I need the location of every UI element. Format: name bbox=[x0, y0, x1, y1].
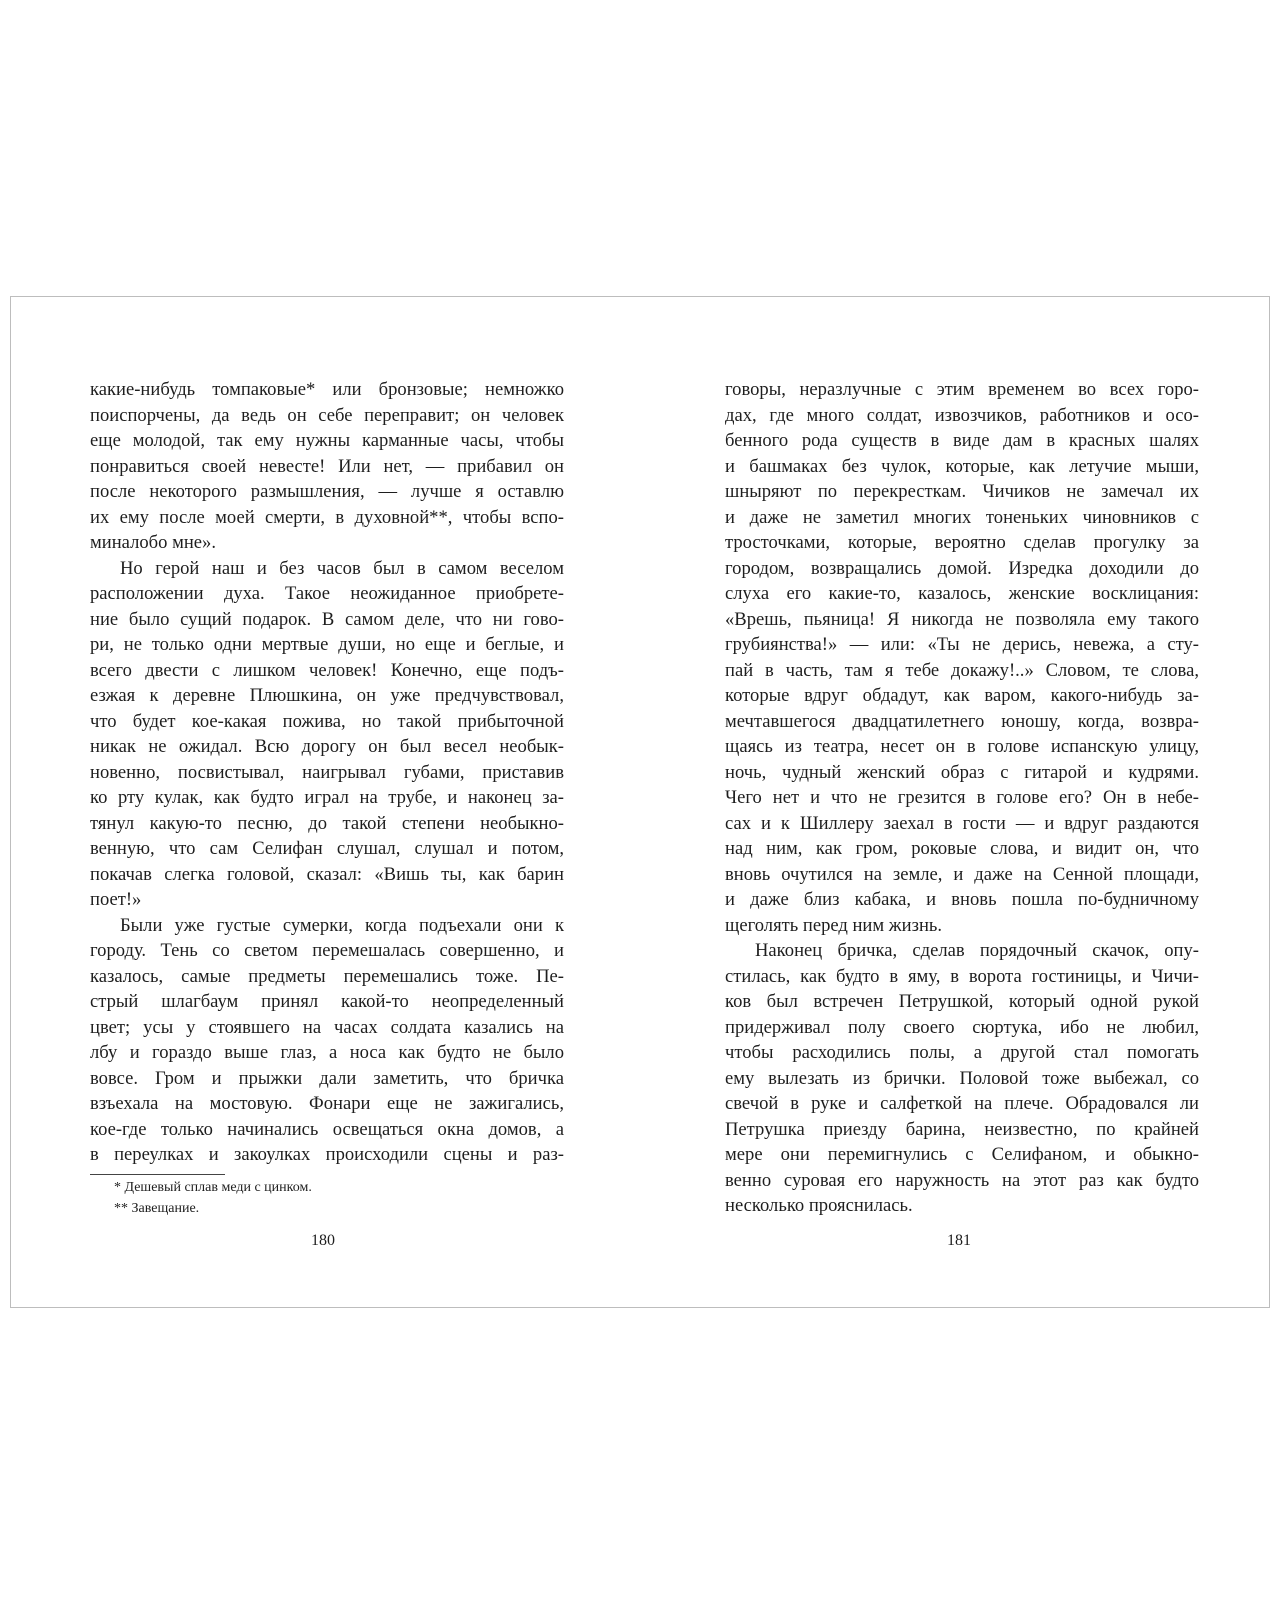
text-line: ри, не только одни мертвые души, но еще и беглые, и bbox=[90, 634, 564, 655]
text-line: городом, возвращались домой. Изредка доходили до bbox=[725, 557, 1199, 579]
text-line: кое-где только начинались освещаться окна домов, а bbox=[90, 1118, 564, 1140]
text-line: что будет кое-какая пожива, но такой прибыточной bbox=[90, 710, 564, 732]
text-line: и даже близ кабака, и вновь пошла по-будничному bbox=[725, 889, 1199, 910]
text-line: взъехала на мостовую. Фонари еще не зажигались, bbox=[90, 1093, 564, 1114]
text-line: и даже не заметил многих тоненьких чиновников с bbox=[725, 506, 1199, 528]
text-line: несколько прояснилась. bbox=[725, 1195, 913, 1216]
text-line: которые вдруг обдадут, как варом, какого-нибудь за- bbox=[725, 685, 1199, 706]
page-number-right: 181 bbox=[947, 1232, 971, 1249]
text-line: ночь, чудный женский образ с гитарой и кудрями. bbox=[725, 761, 1199, 783]
text-line: еще молодой, так ему нужны карманные часы, чтобы bbox=[90, 430, 564, 451]
text-line: венную, что сам Селифан слушал, слушал и потом, bbox=[90, 838, 564, 859]
text-line: Чего нет и что не грезится в голове его? Он в небе- bbox=[725, 787, 1199, 808]
text-line: пай в часть, там я тебе докажу!..» Словом, те слова, bbox=[725, 659, 1199, 681]
text-line: понравиться своей невесте! Или нет, — прибавил он bbox=[90, 455, 564, 477]
text-line: щеголять перед ним жизнь. bbox=[725, 914, 943, 936]
text-line: поет!» bbox=[90, 889, 142, 910]
text-line: городу. Тень со светом перемешалась совершенно, и bbox=[90, 940, 564, 961]
text-line: Петрушка приезду барина, неизвестно, по крайней bbox=[725, 1118, 1199, 1140]
text-line: дах, где много солдат, извозчиков, работников и осо- bbox=[725, 404, 1199, 426]
text-line: слуха его какие-то, казалось, женские восклицания: bbox=[725, 583, 1199, 604]
text-line: над ним, как гром, роковые слова, и видит он, что bbox=[725, 838, 1199, 859]
text-line: чтобы расходились полы, а другой стал помогать bbox=[725, 1042, 1199, 1063]
text-line: цвет; усы у стоявшего на часах солдата казались на bbox=[90, 1016, 564, 1038]
text-line: в переулках и закоулках происходили сцены и раз- bbox=[90, 1144, 564, 1165]
footnote: * Дешевый сплав меди с цинком. bbox=[114, 1179, 312, 1195]
right-page bbox=[725, 377, 1199, 1219]
text-line: ему вылезать из брички. Половой тоже выбежал, со bbox=[725, 1067, 1199, 1089]
text-line: новенно, посвистывал, наигрывал губами, приставив bbox=[90, 761, 564, 783]
text-line: поиспорчены, да ведь он себе переправит; он человек bbox=[90, 404, 564, 426]
text-line: стрый шлагбаум принял какой-то неопределенный bbox=[90, 991, 564, 1012]
text-line: шныряют по перекресткам. Чичиков не замечал их bbox=[725, 481, 1199, 502]
book-spread bbox=[10, 296, 1270, 1308]
text-line: мечтавшегося двадцатилетнего юношу, когда, возвра- bbox=[725, 710, 1199, 732]
page-number-left: 180 bbox=[311, 1232, 335, 1249]
text-line: ков был встречен Петрушкой, который одной рукой bbox=[725, 991, 1199, 1012]
text-line: после некоторого размышления, — лучше я оставлю bbox=[90, 481, 564, 502]
text-line: бенного рода существ в виде дам в красных шалях bbox=[725, 430, 1199, 451]
text-line: стилась, как будто в яму, в ворота гостиницы, и Чичи- bbox=[725, 965, 1199, 987]
text-line: миналобо мне». bbox=[90, 532, 216, 553]
text-line: Были уже густые сумерки, когда подъехали они к bbox=[120, 914, 564, 936]
text-line: свечой в руке и салфеткой на плече. Обрадовался ли bbox=[725, 1093, 1199, 1114]
text-line: Но герой наш и без часов был в самом веселом bbox=[120, 557, 564, 579]
text-line: Наконец бричка, сделав порядочный скачок, опу- bbox=[755, 940, 1199, 961]
text-line: говоры, неразлучные с этим временем во всех горо- bbox=[725, 379, 1199, 400]
text-line: придерживал полу своего сюртука, ибо не любил, bbox=[725, 1016, 1199, 1038]
text-line: мере они перемигнулись с Селифаном, и обыкно- bbox=[725, 1144, 1199, 1165]
text-line: всего двести с лишком человек! Конечно, еще подъ- bbox=[90, 659, 564, 681]
text-line: тянул какую-то песню, до такой степени необыкно- bbox=[90, 812, 564, 834]
text-line: вновь очутился на земле, и даже на Сенной площади, bbox=[725, 863, 1199, 885]
text-line: грубиянства!» — или: «Ты не дерись, невежа, а сту- bbox=[725, 634, 1199, 655]
text-line: и башмаках без чулок, которые, как летучие мыши, bbox=[725, 455, 1199, 477]
text-line: какие-нибудь томпаковые* или бронзовые; немножко bbox=[90, 379, 564, 400]
left-page bbox=[90, 377, 564, 1219]
text-line: их ему после моей смерти, в духовной**, чтобы вспо- bbox=[90, 506, 564, 528]
text-line: сах и к Шиллеру заехал в гости — и вдруг раздаются bbox=[725, 812, 1199, 834]
footnote: ** Завещание. bbox=[114, 1200, 200, 1216]
text-line: щаясь из театра, несет он в голове испанскую улицу, bbox=[725, 736, 1199, 757]
text-line: ние было сущий подарок. В самом деле, что ни гово- bbox=[90, 608, 564, 630]
text-line: лбу и гораздо выше глаз, а носа как будто не было bbox=[90, 1042, 564, 1063]
text-line: ко рту кулак, как будто играл на трубе, и наконец за- bbox=[90, 787, 564, 808]
text-line: езжая к деревне Плюшкина, он уже предчувствовал, bbox=[90, 685, 564, 706]
footnote-rule bbox=[90, 1174, 225, 1175]
text-line: «Врешь, пьяница! Я никогда не позволяла ему такого bbox=[725, 608, 1199, 630]
text-line: расположении духа. Такое неожиданное приобрете- bbox=[90, 583, 564, 604]
text-line: покачав слегка головой, сказал: «Вишь ты, как барин bbox=[90, 863, 564, 885]
text-line: никак не ожидал. Всю дорогу он был весел необык- bbox=[90, 736, 564, 757]
text-line: вовсе. Гром и прыжки дали заметить, что бричка bbox=[90, 1067, 564, 1089]
text-line: венно суровая его наружность на этот раз как будто bbox=[725, 1169, 1199, 1191]
text-line: казалось, самые предметы перемешались тоже. Пе- bbox=[90, 965, 564, 987]
text-line: тросточками, которые, вероятно сделав прогулку за bbox=[725, 532, 1199, 553]
